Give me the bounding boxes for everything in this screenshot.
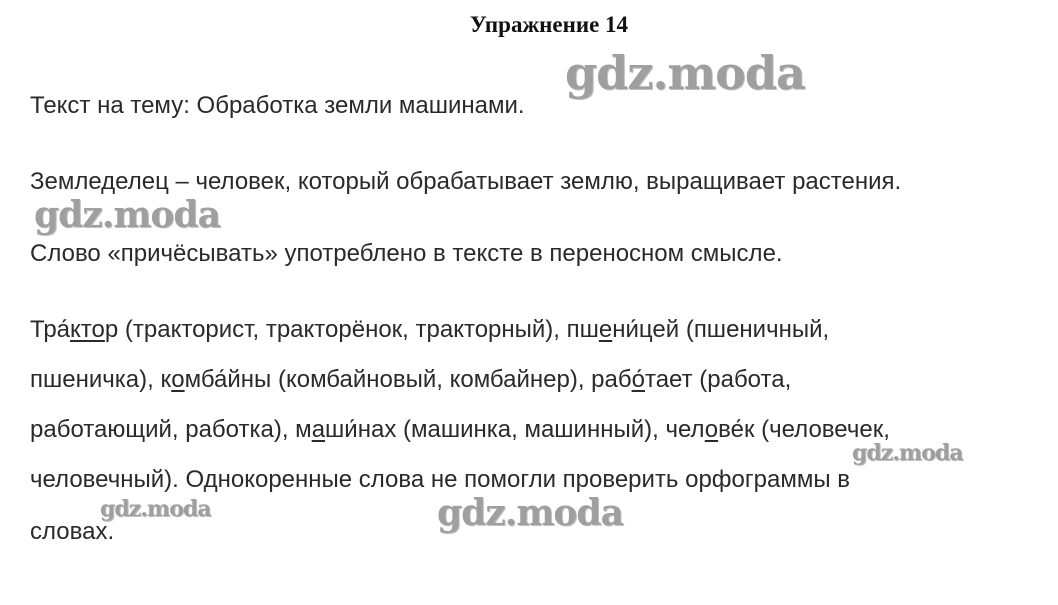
exercise-title: Упражнение 14 [469, 12, 629, 37]
watermark: gdz.moda [565, 46, 805, 100]
watermark: gdz.moda [437, 492, 623, 534]
analysis-line-4: человечный). Однокоренные слова не помогли проверить орфограммы в [30, 466, 851, 493]
analysis-line-1: Трактор (тракторист, тракторёнок, тракторный), пшеницей (пшеничный, [30, 316, 830, 343]
watermark: gdz.moda [852, 440, 963, 466]
word-analysis-paragraph [30, 316, 1030, 568]
analysis-line-2: пшеничка), комбайны (комбайновый, комбайнер), работает (работа, [30, 366, 792, 393]
analysis-line-5: словах. [30, 518, 115, 545]
definition-line: Земледелец – человек, который обрабатывает землю, выращивает растения. [30, 168, 902, 195]
figurative-line: Слово «причёсывать» употреблено в тексте в переносном смысле. [30, 240, 783, 267]
watermark: gdz.moda [34, 194, 220, 236]
watermark: gdz.moda [100, 496, 211, 522]
text-topic-line: Текст на тему: Обработка земли машинами. [30, 92, 525, 119]
analysis-line-3: работающий, работка), машинах (машинка, машинный), человек (человечек, [30, 416, 890, 443]
